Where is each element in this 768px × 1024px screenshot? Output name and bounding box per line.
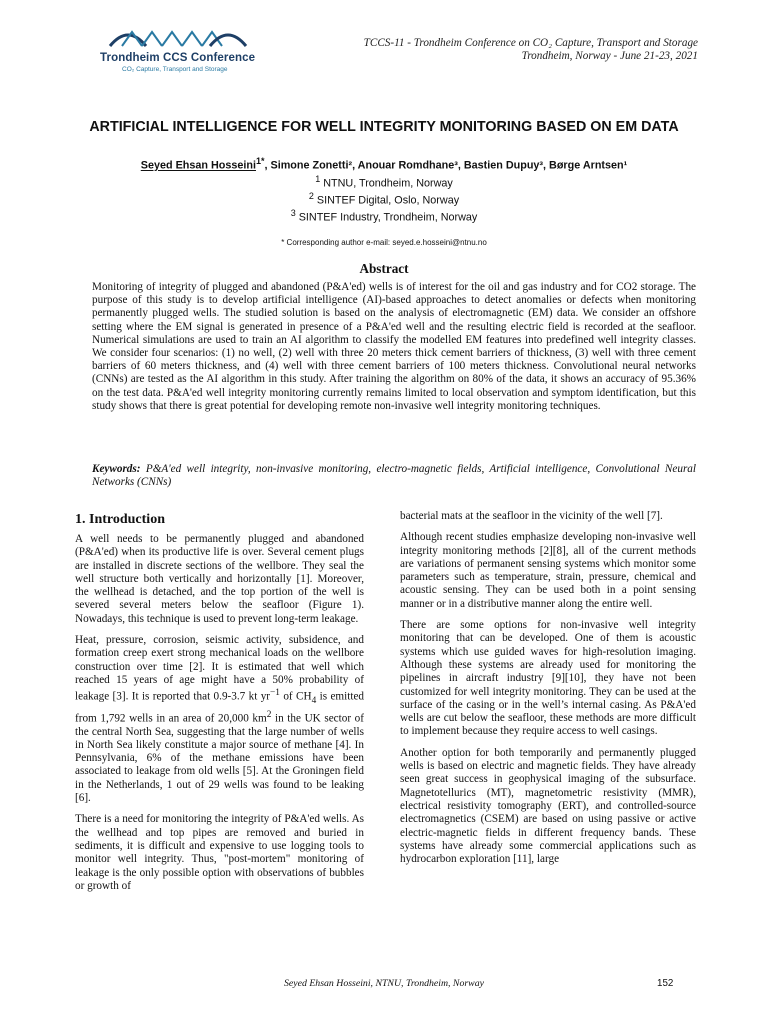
logo-name: Trondheim CCS Conference <box>100 52 256 64</box>
logo-arches-icon <box>108 22 248 50</box>
keywords-text: P&A'ed well integrity, non-invasive monitoring, electro-magnetic fields, Artificial intelligence, Convolutional Neural Networks (CNNs) <box>92 463 696 489</box>
paragraph: Although recent studies emphasize developing non-invasive well integrity monitoring methods [2][8], all of the current methods are variations of permanent sensing systems which monitor some parameters such as temperature, strain, pressure, chemical and acoustic sensing. They can be used both in a point sensing manner or in a distributive manner along the entire well. <box>400 531 696 610</box>
page-number: 152 <box>657 978 674 989</box>
text-run: is emitted from 1,792 wells in an area of 20,000 km <box>75 691 365 725</box>
left-column <box>75 511 364 901</box>
affiliation <box>80 174 688 190</box>
right-column <box>400 510 696 874</box>
superscript: −1 <box>270 688 280 699</box>
section-heading: 1. Introduction <box>75 512 165 527</box>
abstract-heading: Abstract <box>359 261 409 276</box>
affiliation <box>80 208 688 224</box>
logo-tagline: CO₂ Capture, Transport and Storage <box>122 66 228 73</box>
paragraph: Another option for both temporarily and permanently plugged wells is based on electric and magnetic fields. They have already seen great success in geophysical imaging of the subsurface. Magnetotellurics (MT), magnetometric resistivity (MMR), electrical resistivity tomography (ERT), and controlled-source electromagnetics (CSEM) are based on using passive or active electric-magnetic fields in different frequency bands. These systems have already some commercial applications such as hydrocarbon exploration [11], large <box>400 746 696 866</box>
paragraph: bacterial mats at the seafloor in the vicinity of the well [7]. <box>400 510 663 522</box>
paper-title: ARTIFICIAL INTELLIGENCE FOR WELL INTEGRITY MONITORING BASED ON EM DATA <box>89 119 679 135</box>
author-list <box>80 156 688 172</box>
keywords-label: Keywords: <box>92 463 141 475</box>
corresponding-author: * Corresponding author e-mail: seyed.e.hosseini@ntnu.no <box>281 238 487 247</box>
superscript: 2 <box>266 709 272 720</box>
paragraph: There are some options for non-invasive well integrity monitoring that can be developed. One of them is acoustic systems which use guided waves for high-resolution imaging. Although these systems are already used for monitoring the pipelines in aircraft industry [9][10], they have not been customized for well integrity monitoring. They can be used at the surface of the casing or in the well’s internal casing. As P&A'ed wells are cut below the seafloor, these methods are more difficult to implement because they require access to well casings. <box>400 619 696 738</box>
affiliation-text: SINTEF Industry, Trondheim, Norway <box>298 211 478 224</box>
paragraph: A well needs to be permanently plugged and abandoned (P&A'ed) when its productive life is over. Several cement plugs are installed in discrete sections of the wellbore. They seal the well structure both vertically and horizontally [1]. Moreover, the wellhead is detached, and the top portion of the well is severed several meters below the seafloor (Figure 1). Nowadays, this technique is used to prevent long-term leakage. <box>75 533 364 625</box>
text-run: Heat, pressure, corrosion, seismic activity, subsidence, and formation creep exert strong mechanical loads on the wellbore construction over time [2]. It is estimated that well which reached 15 years of age might have a 50% probability of leakage [3]. It is reported that 0.9-3.7 kt yr <box>75 634 364 703</box>
affiliation-text: SINTEF Digital, Oslo, Norway <box>316 194 460 207</box>
affiliation-sup: 1 <box>315 174 321 184</box>
affiliation <box>80 191 688 207</box>
keywords <box>92 463 696 489</box>
conference-line-1: TCCS-11 - Trondheim Conference on CO₂ Capture, Transport and Storage <box>363 37 698 49</box>
first-author-sup: 1* <box>255 156 265 166</box>
paragraph: There is a need for monitoring the integrity of P&A'ed wells. As the wellhead and top pipes are removed and buried in sediments, it is difficult and expensive to use logging tools to monitor well integrity. Thus, "post-mortem" monitoring of leakage is the only possible option with observations of bubbles or growth of <box>75 813 364 892</box>
paragraph <box>75 634 364 805</box>
affiliation-text: NTNU, Trondheim, Norway <box>323 177 453 190</box>
first-author: Seyed Ehsan Hosseini <box>140 159 256 172</box>
other-authors: , Simone Zonetti², Anouar Romdhane³, Bastien Dupuy³, Børge Arntsen¹ <box>264 159 628 172</box>
conference-line-2: Trondheim, Norway - June 21-23, 2021 <box>521 50 698 62</box>
abstract-text: Monitoring of integrity of plugged and abandoned (P&A'ed) wells is of interest for the oil and gas industry and for CO2 storage. The purpose of this study is to develop artificial intelligence (AI)-based approaches to detect anomalies or defects when monitoring permanently plugged wells. The studied solution is based on the analysis of electromagnetic (EM) data. We consider an offshore setting where the EM signal is generated in presence of a P&A'ed well and the resulting electric field is recorded at the seafloor. Numerical simulations are used to train an AI algorithm to classify the modelled EM features into predefined well integrity classes. We consider four scenarios: (1) no well, (2) well with three 20 meters thick cement barriers of thickness, (3) well with three cement barriers of 60 meters thickness, and (4) well with three cement barriers of 100 meters thickness. Convolutional neural networks (CNNs) are tested as the AI algorithm in this study. After training the algorithm on 80% of the data, it shows an accuracy of 95.36% on the test data. P&A'ed well integrity monitoring currently remains limited to local observation and symptom identification, but this study shows that there is great potential for developing remote non-invasive well integrity monitoring techniques. <box>92 281 696 412</box>
conference-header <box>364 37 698 63</box>
conference-logo <box>100 22 260 74</box>
text-run: of CH <box>279 691 312 703</box>
page-footer: Seyed Ehsan Hosseini, NTNU, Trondheim, Norway <box>284 978 484 989</box>
text-run: in the UK sector of the central North Sea, suggesting that the large number of wells in North Sea likely constitute a major source of methane [4]. In Pennsylvania, 6% of the methane emissions have been associated to leakage from old wells [5]. At the Groningen field in the Netherlands, 1 out of 29 wells was found to be leaking [6]. <box>75 712 364 805</box>
affiliation-sup: 2 <box>308 191 314 201</box>
subscript: 4 <box>311 696 317 707</box>
affiliation-sup: 3 <box>290 208 296 218</box>
